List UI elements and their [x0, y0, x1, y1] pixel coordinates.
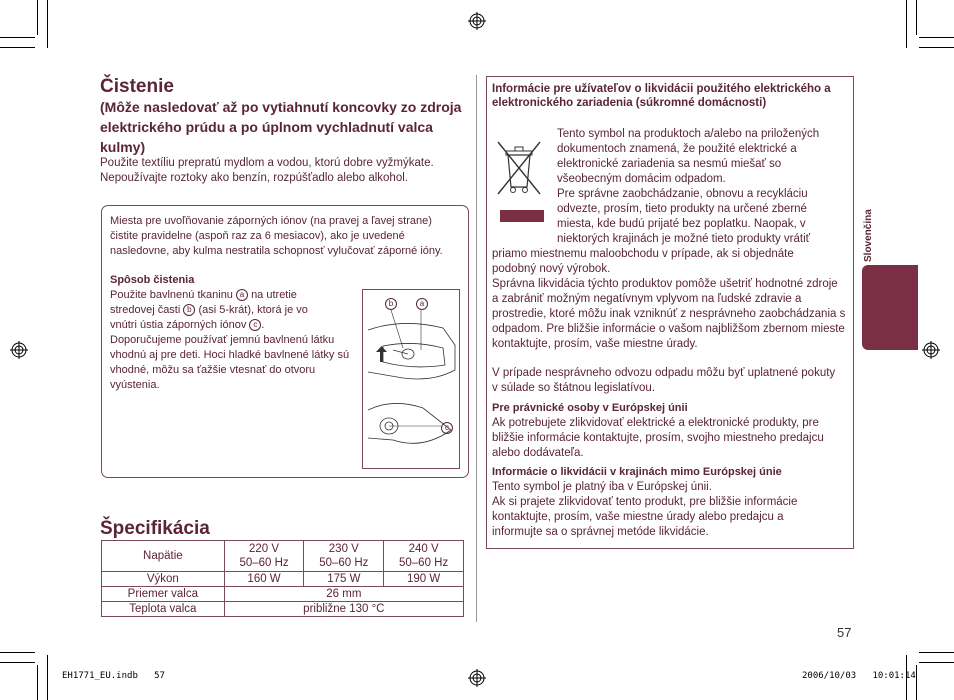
illus-marker-b: b [385, 298, 397, 310]
spec-label-power: Výkon [102, 572, 225, 587]
curling-iron-diagram-icon [363, 290, 459, 468]
negative-ion-box-text: Miesta pre uvoľňovanie záporných iónov (na pravej a ľavej strane) čistite pravidelne (aspoň raz za 6 mesiacov), ako je uvedené nasledovne, aby kulma nestratila schopnosť vylučovať záporné ióny. [110, 215, 443, 257]
cleaning-illustration [362, 289, 460, 469]
spec-label-temperature: Teplota valca [102, 602, 225, 617]
registration-mark-icon [468, 669, 486, 687]
crop-mark [37, 665, 38, 700]
marker-c: c [249, 319, 261, 331]
legal-entities-heading: Pre právnické osoby v Európskej únii [492, 402, 688, 414]
illus-marker-a: a [416, 298, 428, 310]
crossed-bin-icon [493, 137, 545, 197]
crop-mark [906, 0, 907, 48]
cleaning-subtitle: (Môže nasledovať až po vytiahnutí koncovky zo zdroja elektrického prúdu a po úplnom vychladnutí valca kulmy) [100, 99, 462, 155]
disposal-para-6: Tento symbol je platný iba v Európskej únii. [492, 481, 712, 493]
spec-label-diameter: Priemer valca [102, 587, 225, 602]
crop-mark [37, 0, 38, 35]
page-number: 57 [837, 625, 852, 640]
table-row [102, 541, 464, 572]
spec-voltage-3: 240 V 50–60 Hz [384, 541, 464, 572]
crop-mark [47, 655, 48, 700]
illus-marker-c: c [441, 422, 453, 434]
disposal-heading: Informácie pre užívateľov o likvidácii použitého elektrického a elektronického zariadenia (súkromné domácnosti) [492, 83, 831, 109]
crop-mark [919, 662, 954, 663]
disposal-para-2: Pre správne zaobchádzanie, obnovu a recykláciu odvezte, prosím, tieto produkty na určené zberné miesta, kde budú prijaté bez poplatku. Naopak, v niektorých krajinách je možné tieto produkty vrátiť [557, 188, 810, 245]
crop-mark [0, 37, 35, 38]
crop-mark [0, 47, 35, 48]
spec-voltage-2: 230 V 50–60 Hz [304, 541, 384, 572]
language-label: Slovenčina [863, 209, 874, 262]
cleaning-title: Čistenie [100, 76, 174, 97]
language-tab [862, 265, 918, 350]
spec-power-2: 175 W [304, 572, 384, 587]
footer-timestamp: 2006/10/03 10:01:14 [802, 671, 916, 681]
crop-mark [0, 652, 35, 653]
crop-mark [916, 0, 917, 35]
table-row [102, 602, 464, 617]
crop-mark [916, 665, 917, 700]
weee-bar [500, 210, 544, 222]
table-row [102, 587, 464, 602]
table-row [102, 572, 464, 587]
crop-mark [47, 0, 48, 48]
spec-temperature: približne 130 °C [224, 602, 463, 617]
marker-a: a [236, 289, 248, 301]
cleaning-intro-line2: Nepoužívajte roztoky ako benzín, rozpúšťadlo alebo alkohol. [100, 172, 408, 184]
cleaning-intro-line1: Použite textíliu prepratú mydlom a vodou, ktorú dobre vyžmýkate. [100, 157, 434, 169]
spec-label-voltage: Napätie [102, 541, 225, 572]
registration-mark-icon [922, 341, 940, 359]
disposal-para-3: Správna likvidácia týchto produktov pomôže ušetriť hodnotné zdroje a zabrániť možným negatívnym vplyvom na ľudské zdravie a prostredie, ktoré môžu inak vzniknúť z nesprávneho zaobchádzania s odpadom. Pre bližšie informácie o vašom najbližšom zbernom mieste kontaktujte, prosím, vaše miestne úrady. [492, 278, 846, 350]
disposal-para-7: Ak si prajete zlikvidovať tento produkt, pre bližšie informácie kontaktujte, prosím, vaše miestne úrady alebo predajcu a informujte sa o správnej metóde likvidácie. [492, 496, 798, 538]
registration-mark-icon [10, 341, 28, 359]
cleaning-method-heading: Spôsob čistenia [110, 274, 195, 286]
spec-power-3: 190 W [384, 572, 464, 587]
spec-table [101, 540, 464, 617]
disposal-para-5: Ak potrebujete zlikvidovať elektrické a elektronické produkty, pre bližšie informácie kontaktujte, prosím, svojho miestneho predajcu alebo dodávateľa. [492, 417, 824, 459]
footer-file-info: EH1771_EU.indb 57 [62, 671, 165, 681]
spec-diameter: 26 mm [224, 587, 463, 602]
outside-eu-heading: Informácie o likvidácii v krajinách mimo Európskej únie [492, 466, 782, 478]
cleaning-method-text: Použite bavlnenú tkaninu a na utretie stredovej časti b (asi 5-krát), ktorá je vo vnútri ústia záporných iónov c . Doporučujeme používať jemnú bavlnenú látku vhodnú aj pre deti. Hoci hladké bavlnené látky sú vhodné, môžu sa ťažšie vtesnať do otvoru vyústenia. [110, 289, 350, 391]
disposal-para-4: V prípade nesprávneho odvozu odpadu môžu byť uplatnené pokuty v súlade so štátnou legislatívou. [492, 367, 836, 394]
crop-mark [0, 662, 35, 663]
spec-title: Špecifikácia [100, 518, 210, 539]
registration-mark-icon [468, 12, 486, 30]
column-divider [476, 75, 477, 622]
marker-b: b [183, 304, 195, 316]
crop-mark [919, 37, 954, 38]
disposal-para-2-cont: priamo miestnemu maloobchodu v prípade, ak si objednáte podobný nový výrobok. [492, 248, 794, 275]
spec-voltage-1: 220 V 50–60 Hz [224, 541, 304, 572]
spec-power-1: 160 W [224, 572, 304, 587]
disposal-para-1: Tento symbol na produktoch a/alebo na priložených dokumentoch znamená, že použité elektrické a elektronické zariadenia sa nesmú miešať so všeobecným domácim odpadom. [557, 128, 820, 185]
crop-mark [919, 47, 954, 48]
crop-mark [919, 652, 954, 653]
